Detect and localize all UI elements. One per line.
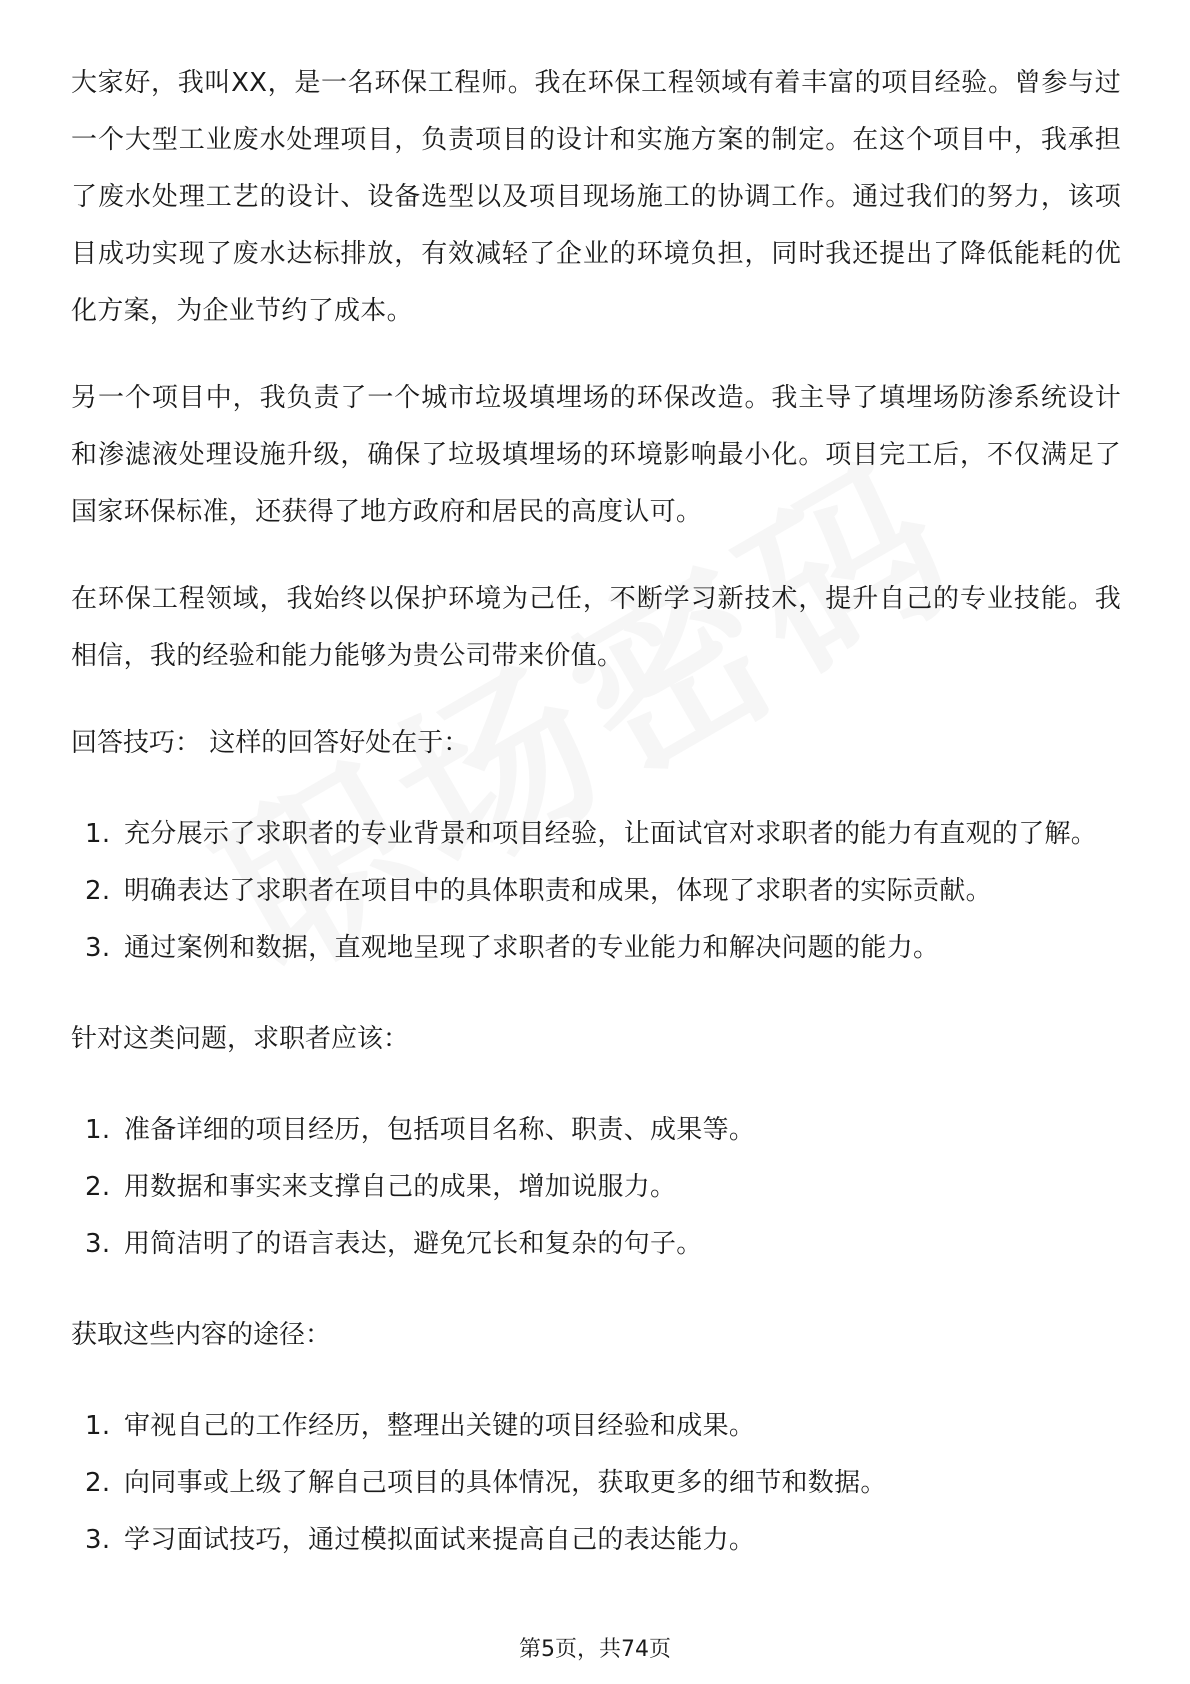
intro-paragraph-2: 另一个项目中，我负责了一个城市垃圾填埋场的环保改造。我主导了填埋场防渗系统设计和渗滤液处理设施升级，确保了垃圾填埋场的环境影响最小化。项目完工后，不仅满足了国家环保标准，还获得了地方政府和居民的高度认可。: [71, 383, 1121, 527]
list-number: 3.: [85, 1229, 111, 1259]
sources-list: [71, 1398, 1121, 1569]
intro-paragraph-1: 大家好，我叫XX，是一名环保工程师。我在环保工程领域有着丰富的项目经验。曾参与过一个大型工业废水处理项目，负责项目的设计和实施方案的制定。在这个项目中，我承担了废水处理工艺的设计、设备选型以及项目现场施工的协调工作。通过我们的努力，该项目成功实现了废水达标排放，有效减轻了企业的环境负担，同时我还提出了降低能耗的优化方案，为企业节约了成本。: [71, 68, 1121, 326]
list-number: 3.: [85, 933, 111, 963]
list-number: 2.: [85, 876, 111, 906]
list-number: 1.: [85, 819, 111, 849]
document-body: [71, 55, 1121, 1603]
list-item: 1. 审视自己的工作经历，整理出关键的项目经验和成果。: [71, 1398, 1121, 1455]
tips-list: [71, 806, 1121, 977]
sources-heading: 获取这些内容的途径：: [71, 1320, 332, 1350]
list-item: 2. 向同事或上级了解自己项目的具体情况，获取更多的细节和数据。: [71, 1455, 1121, 1512]
list-item: 2. 明确表达了求职者在项目中的具体职责和成果，体现了求职者的实际贡献。: [71, 863, 1121, 920]
advice-heading: 针对这类问题，求职者应该：: [71, 1024, 410, 1054]
list-number: 1.: [85, 1115, 111, 1145]
list-item: 1. 准备详细的项目经历，包括项目名称、职责、成果等。: [71, 1102, 1121, 1159]
list-number: 3.: [85, 1525, 111, 1555]
list-item: 1. 充分展示了求职者的专业背景和项目经验，让面试官对求职者的能力有直观的了解。: [71, 806, 1121, 863]
list-number: 2.: [85, 1468, 111, 1498]
list-item: 3. 学习面试技巧，通过模拟面试来提高自己的表达能力。: [71, 1512, 1121, 1569]
list-number: 2.: [85, 1172, 111, 1202]
list-item: 2. 用数据和事实来支撑自己的成果，增加说服力。: [71, 1159, 1121, 1216]
intro-paragraph-3: 在环保工程领域，我始终以保护环境为己任，不断学习新技术，提升自己的专业技能。我相信，我的经验和能力能够为贵公司带来价值。: [71, 584, 1121, 671]
list-item: 3. 通过案例和数据，直观地呈现了求职者的专业能力和解决问题的能力。: [71, 920, 1121, 977]
page-footer: 第5页，共74页: [519, 1637, 671, 1662]
list-item: 3. 用简洁明了的语言表达，避免冗长和复杂的句子。: [71, 1216, 1121, 1273]
tips-heading: 回答技巧： 这样的回答好处在于：: [71, 728, 470, 758]
advice-list: [71, 1102, 1121, 1273]
list-number: 1.: [85, 1411, 111, 1441]
